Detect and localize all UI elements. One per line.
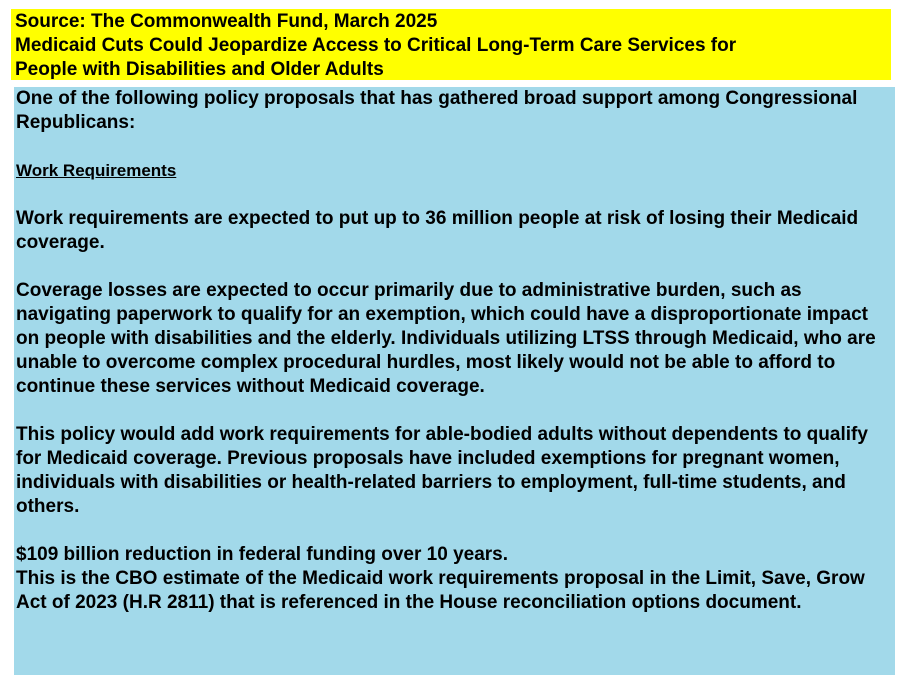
title-line-2: People with Disabilities and Older Adults bbox=[15, 59, 384, 80]
spacer bbox=[16, 399, 895, 423]
spacer bbox=[16, 255, 895, 279]
spacer bbox=[16, 135, 895, 159]
paragraph-cbo-estimate: This is the CBO estimate of the Medicaid work requirements proposal in the Limit, Save, Grow Act of 2023 (H.R 2811) that is referenced in the House reconciliation options document. bbox=[16, 568, 865, 613]
funding-line: $109 billion reduction in federal funding over 10 years. bbox=[16, 544, 509, 565]
paragraph-coverage-losses: Coverage losses are expected to occur primarily due to administrative burden, such as navigating paperwork to qualify for an exemption, which could have a disproportionate impact on people with disabilities and the elderly. Individuals utilizing LTSS through Medicaid, who are unable to overcome complex procedural hurdles, most likely would not be able to afford to continue these services without Medicaid coverage. bbox=[16, 280, 876, 397]
paragraph-risk: Work requirements are expected to put up to 36 million people at risk of losing their Medicaid coverage. bbox=[16, 208, 859, 253]
intro-text: One of the following policy proposals that has gathered broad support among Congressional Republicans: bbox=[16, 88, 858, 133]
spacer bbox=[16, 519, 895, 543]
header-banner bbox=[11, 9, 891, 80]
paragraph-policy: This policy would add work requirements for able-bodied adults without dependents to qualify for Medicaid coverage. Previous proposals have included exemptions for pregnant women, individuals with disabilities or health-related barriers to employment, full-time students, and others. bbox=[16, 424, 868, 517]
source-line: Source: The Commonwealth Fund, March 2025 bbox=[15, 11, 438, 32]
section-subheading: Work Requirements bbox=[16, 161, 177, 180]
title-line-1: Medicaid Cuts Could Jeopardize Access to Critical Long-Term Care Services for bbox=[15, 35, 737, 56]
spacer bbox=[16, 183, 895, 207]
content-panel bbox=[14, 87, 895, 675]
